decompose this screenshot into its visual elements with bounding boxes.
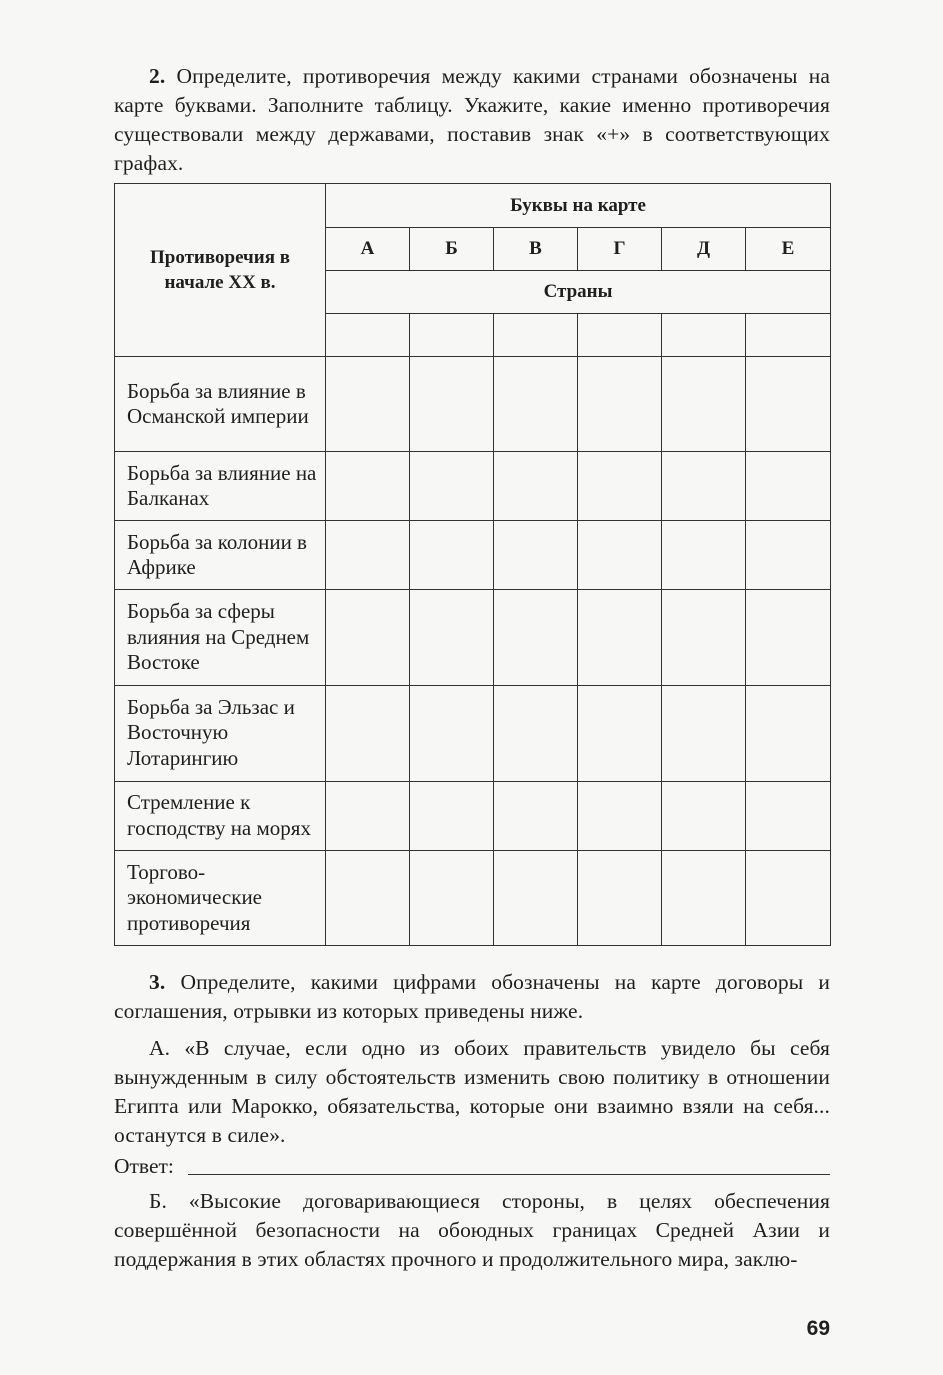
- table-cell[interactable]: [410, 850, 494, 945]
- table-cell[interactable]: [662, 452, 746, 521]
- page-number: 69: [806, 1317, 830, 1340]
- table-cell[interactable]: [410, 781, 494, 850]
- letters-header: Буквы на карте: [326, 184, 831, 228]
- country-cell-g[interactable]: [578, 314, 662, 357]
- letter-g: Г: [578, 228, 662, 271]
- answer-label: Ответ:: [114, 1154, 174, 1178]
- country-cell-v[interactable]: [494, 314, 578, 357]
- country-cell-a[interactable]: [326, 314, 410, 357]
- table-cell[interactable]: [326, 357, 410, 452]
- table-cell[interactable]: [662, 357, 746, 452]
- table-cell[interactable]: [578, 521, 662, 590]
- row-label-ottoman: Борьба за влияние в Османской империи: [115, 357, 326, 452]
- answer-line[interactable]: [188, 1174, 830, 1175]
- table-cell[interactable]: [326, 685, 410, 781]
- table-cell[interactable]: [662, 521, 746, 590]
- table-cell[interactable]: [746, 521, 831, 590]
- table-cell[interactable]: [326, 452, 410, 521]
- table-cell[interactable]: [494, 781, 578, 850]
- table-cell[interactable]: [410, 452, 494, 521]
- table-cell[interactable]: [662, 685, 746, 781]
- table-cell[interactable]: [578, 452, 662, 521]
- table-cell[interactable]: [326, 590, 410, 685]
- table-cell[interactable]: [746, 685, 831, 781]
- quote-b: Б. «Высокие договаривающиеся стороны, в целях обеспечения совершённой безопасности на обоюдных границах Средней Азии и поддержания в этих областях прочного и продолжительного мира, заклю-: [114, 1189, 830, 1271]
- table-cell[interactable]: [410, 357, 494, 452]
- letter-b: Б: [410, 228, 494, 271]
- table-cell[interactable]: [326, 521, 410, 590]
- table-cell[interactable]: [662, 590, 746, 685]
- table-cell[interactable]: [578, 781, 662, 850]
- table-cell[interactable]: [578, 357, 662, 452]
- table-cell[interactable]: [746, 590, 831, 685]
- table-cell[interactable]: [578, 685, 662, 781]
- row-label-middle-east: Борьба за сферы влияния на Среднем Востоке: [115, 590, 326, 685]
- country-cell-d[interactable]: [662, 314, 746, 357]
- table-cell[interactable]: [494, 357, 578, 452]
- contradictions-table: [114, 183, 831, 946]
- table-cell[interactable]: [578, 590, 662, 685]
- table-cell[interactable]: [326, 850, 410, 945]
- task-2: [114, 62, 830, 178]
- table-cell[interactable]: [746, 850, 831, 945]
- table-cell[interactable]: [746, 781, 831, 850]
- row-header: Противоречия в начале XX в.: [150, 247, 290, 294]
- table-cell[interactable]: [410, 521, 494, 590]
- row-label-trade: Торгово-экономические противоречия: [115, 850, 326, 945]
- table-cell[interactable]: [410, 590, 494, 685]
- table-cell[interactable]: [662, 850, 746, 945]
- letter-e: Е: [746, 228, 831, 271]
- row-header-cell: [115, 184, 326, 357]
- table-cell[interactable]: [494, 452, 578, 521]
- row-label-balkans: Борьба за влияние на Балканах: [115, 452, 326, 521]
- task-2-text: Определите, противоречия между какими странами обозначены на карте буквами. Заполните таблицу. Укажите, какие именно противоречия существовали между державами, поставив знак «+» в соответствующих графах.: [114, 64, 830, 175]
- letter-d: Д: [662, 228, 746, 271]
- row-label-africa: Борьба за колонии в Африке: [115, 521, 326, 590]
- task-2-number: 2.: [149, 64, 166, 88]
- table-cell[interactable]: [578, 850, 662, 945]
- row-label-alsace: Борьба за Эльзас и Восточную Лотарингию: [115, 685, 326, 781]
- table-cell[interactable]: [746, 357, 831, 452]
- row-label-seas: Стремление к господству на морях: [115, 781, 326, 850]
- country-cell-e[interactable]: [746, 314, 831, 357]
- countries-header: Страны: [326, 271, 831, 314]
- quote-a: А. «В случае, если одно из обоих правительств увидело бы себя вынужденным в силу обстоятельств изменить свою политику в отношении Египта или Марокко, обязательства, которые они взаимно взяли на себя... останутся в силе».: [114, 1036, 830, 1147]
- table-cell[interactable]: [494, 590, 578, 685]
- table-cell[interactable]: [494, 850, 578, 945]
- letter-v: В: [494, 228, 578, 271]
- task-3-text: Определите, какими цифрами обозначены на карте договоры и соглашения, отрывки из которых приведены ниже.: [114, 970, 830, 1023]
- table-cell[interactable]: [662, 781, 746, 850]
- answer-field[interactable]: [114, 1150, 830, 1180]
- table-cell[interactable]: [494, 521, 578, 590]
- country-cell-b[interactable]: [410, 314, 494, 357]
- table-cell[interactable]: [410, 685, 494, 781]
- task-3: [114, 968, 830, 1026]
- table-cell[interactable]: [746, 452, 831, 521]
- table-cell[interactable]: [494, 685, 578, 781]
- table-cell[interactable]: [326, 781, 410, 850]
- letter-a: А: [326, 228, 410, 271]
- task-3-number: 3.: [149, 970, 166, 994]
